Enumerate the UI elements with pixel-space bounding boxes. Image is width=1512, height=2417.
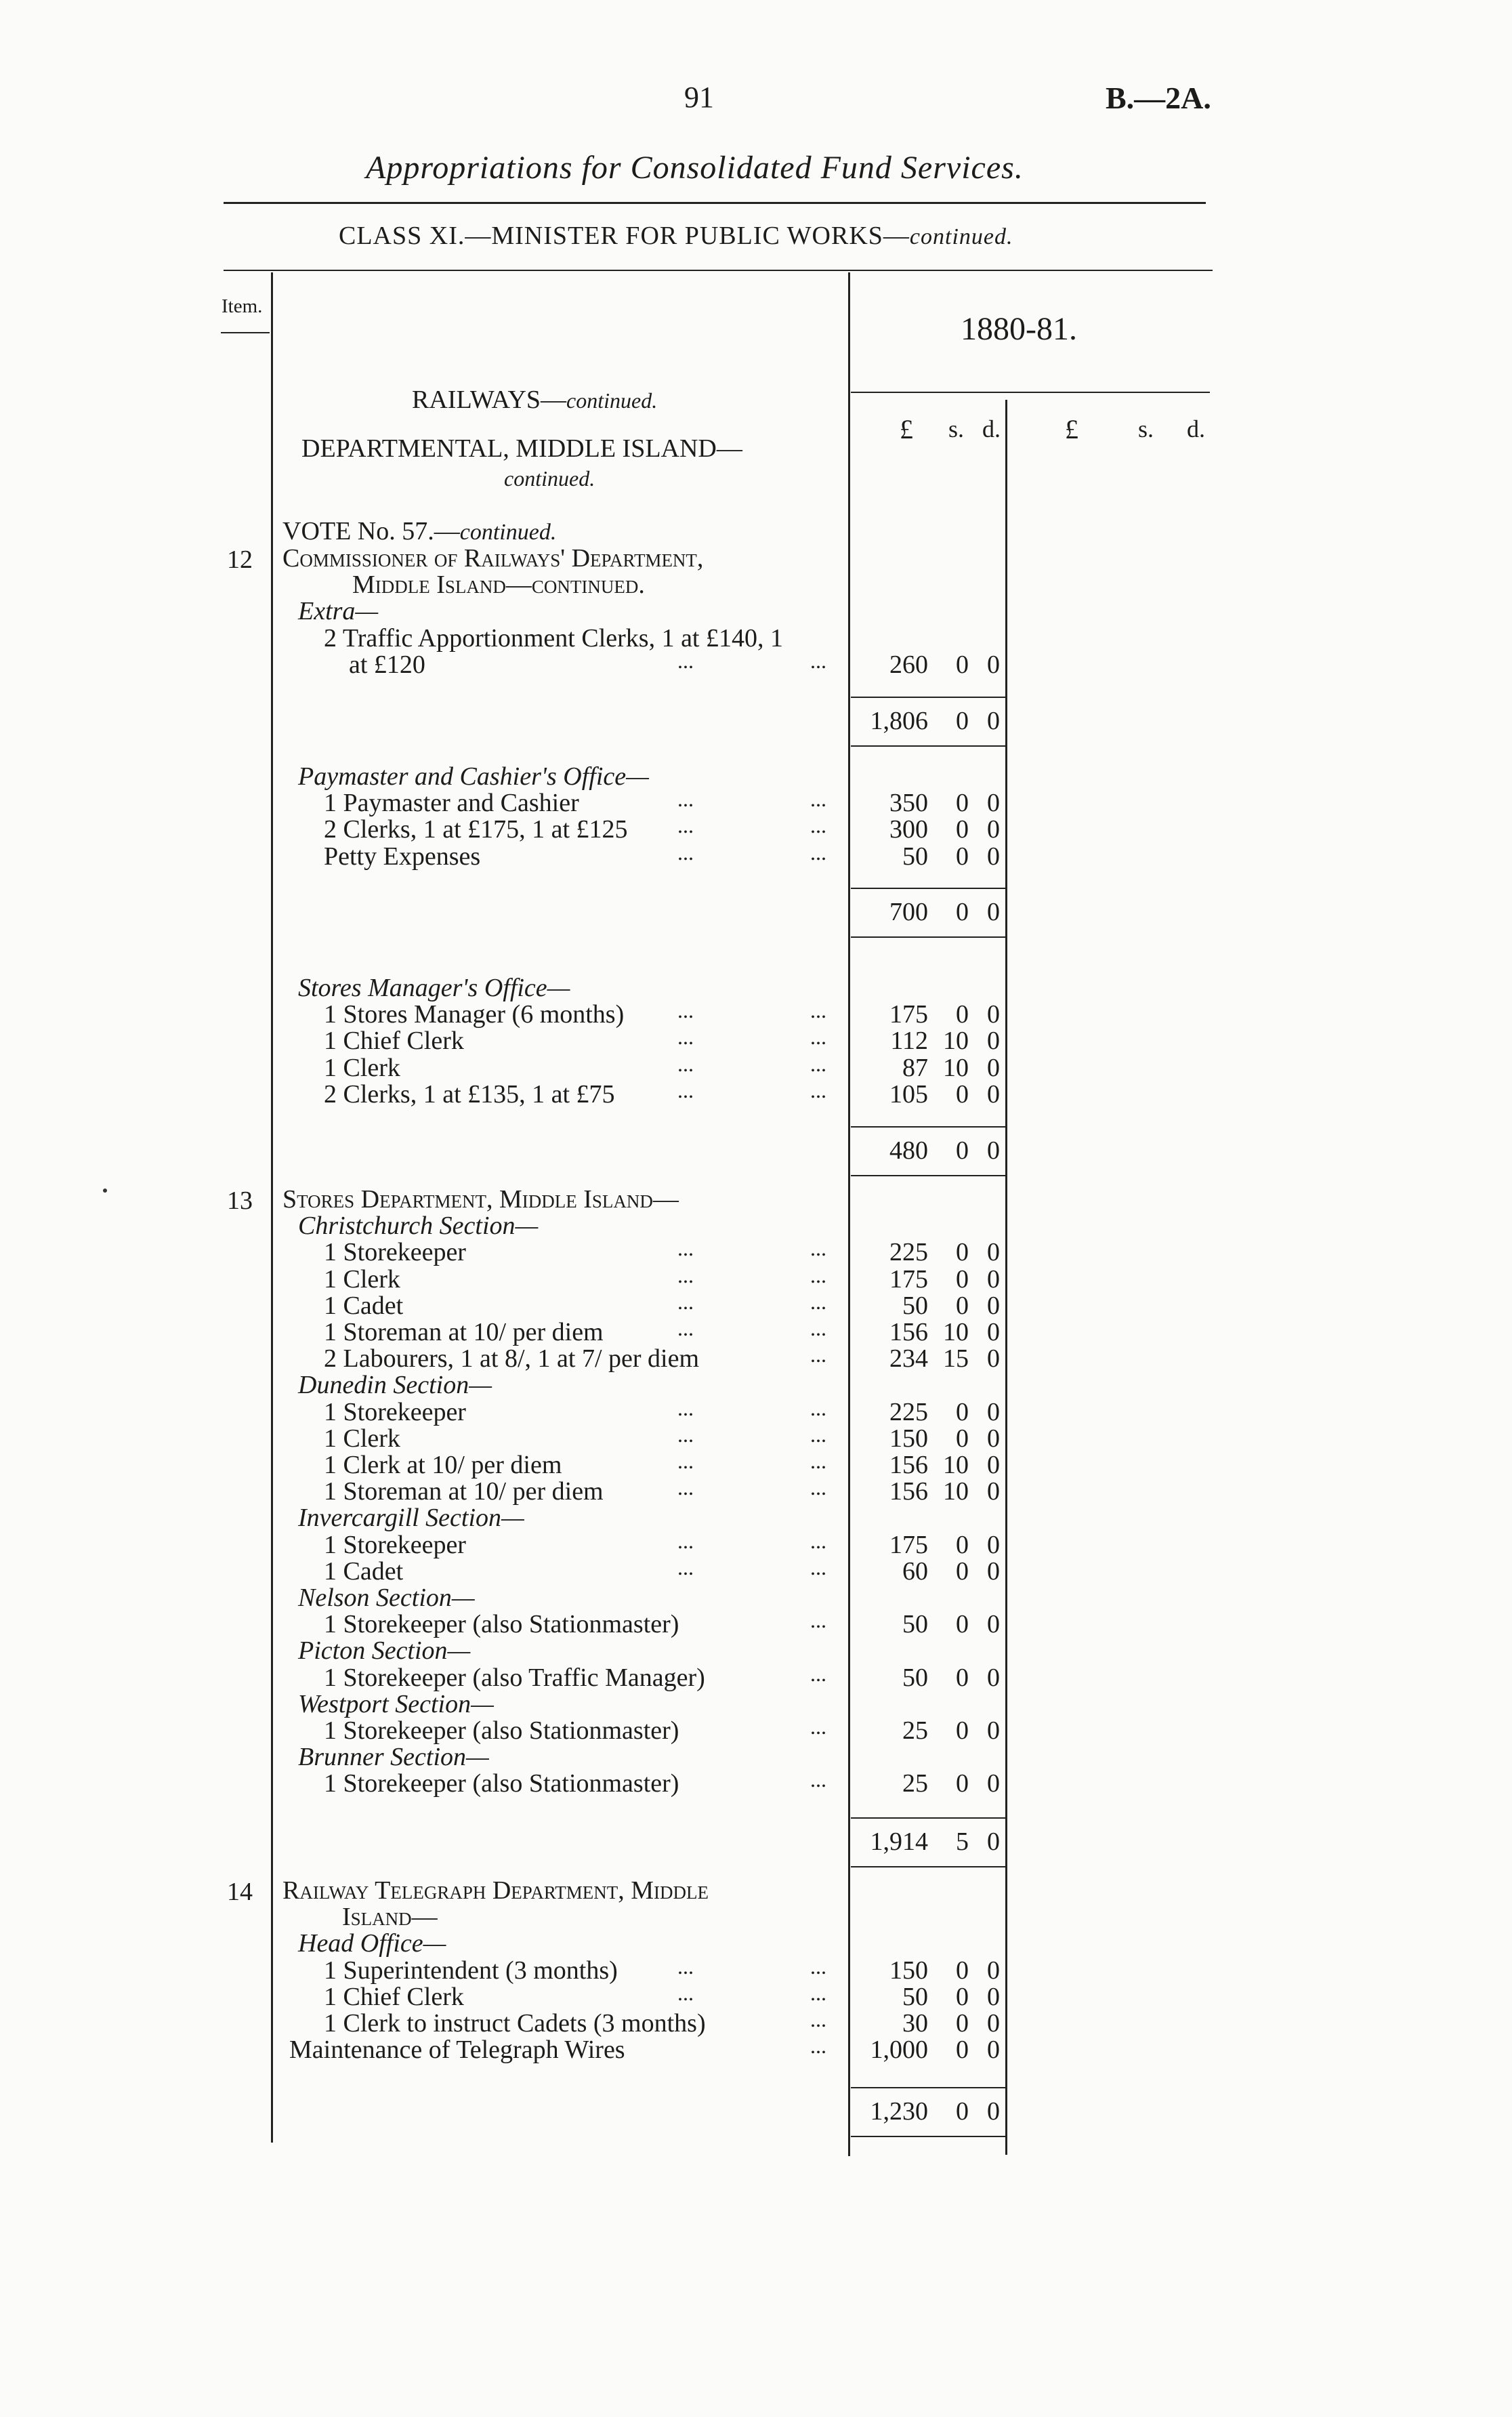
amount-shillings: 0 bbox=[956, 815, 969, 844]
leader-dots: ... bbox=[677, 787, 694, 812]
leader-dots: ... bbox=[810, 1422, 826, 1447]
amount-pounds: 150 bbox=[889, 1424, 928, 1453]
subtotal-rule-lower bbox=[851, 936, 1005, 938]
amount-column-rule-right bbox=[1005, 400, 1007, 2155]
amount-pence: 0 bbox=[987, 1610, 1000, 1639]
amount-pence: 0 bbox=[987, 1827, 1000, 1856]
leader-dots: ... bbox=[810, 2033, 826, 2059]
class-heading bbox=[339, 221, 1013, 251]
leader-dots: ... bbox=[810, 1236, 826, 1261]
amount-pence: 0 bbox=[987, 1530, 1000, 1559]
amount-pence: 0 bbox=[987, 1264, 1000, 1294]
leader-dots: ... bbox=[810, 1395, 826, 1420]
sub-heading: Invercargill Section— bbox=[298, 1504, 524, 1533]
leader-dots: ... bbox=[677, 813, 694, 838]
item-number: 14 bbox=[227, 1878, 253, 1906]
vote-heading-cont: continued. bbox=[459, 520, 557, 545]
sub-heading: Brunner Section— bbox=[298, 1743, 489, 1772]
amount-pence: 0 bbox=[987, 1424, 1000, 1453]
amount-shillings: 0 bbox=[956, 1716, 969, 1745]
amount-pence: 0 bbox=[987, 1451, 1000, 1479]
line-item-text: 1 Clerk bbox=[324, 1264, 400, 1294]
item-column-rule bbox=[271, 272, 273, 2143]
amount-pounds: 112 bbox=[890, 1027, 928, 1056]
amount-pence: 0 bbox=[987, 1053, 1000, 1082]
amount-pounds: 225 bbox=[889, 1397, 928, 1426]
subtotal-rule bbox=[851, 2087, 1005, 2088]
amount-pounds: 87 bbox=[902, 1053, 928, 1082]
leader-dots: ... bbox=[677, 1316, 694, 1340]
amount-pence: 0 bbox=[987, 1079, 1000, 1109]
amount-pence: 0 bbox=[987, 1000, 1000, 1029]
amount-pounds: 105 bbox=[889, 1079, 928, 1109]
amount-pounds: 1,914 bbox=[870, 1827, 928, 1856]
amount-pounds: 480 bbox=[889, 1136, 928, 1165]
class-heading-main: CLASS XI.—MINISTER FOR PUBLIC WORKS— bbox=[339, 222, 910, 250]
leader-dots: ... bbox=[810, 840, 826, 865]
amount-pence: 0 bbox=[987, 1556, 1000, 1586]
amount-shillings: 10 bbox=[943, 1451, 969, 1479]
railways-heading-cont: continued. bbox=[566, 388, 658, 413]
leader-dots: ... bbox=[810, 998, 826, 1023]
item-number: 12 bbox=[227, 545, 253, 574]
line-item-text: 1 Storekeeper bbox=[324, 1530, 466, 1559]
section-heading-cont: Island— bbox=[342, 1903, 438, 1932]
document-code: B.—2A. bbox=[1106, 81, 1211, 115]
amount-pence: 0 bbox=[987, 1238, 1000, 1267]
amount-shillings: 0 bbox=[956, 1291, 969, 1320]
amount-pounds: 30 bbox=[902, 2009, 928, 2038]
subtotal-rule bbox=[851, 697, 1005, 698]
amount-shillings: 0 bbox=[956, 1663, 969, 1692]
leader-dots: ... bbox=[810, 1077, 826, 1102]
amount-pounds: 60 bbox=[902, 1556, 928, 1586]
line-item-text: 1 Storekeeper bbox=[324, 1397, 466, 1426]
leader-dots: ... bbox=[677, 1025, 694, 1050]
leader-dots: ... bbox=[810, 813, 826, 838]
amount-pounds: 50 bbox=[902, 1291, 928, 1320]
amount-pounds: 150 bbox=[889, 1956, 928, 1985]
amount-shillings: 0 bbox=[956, 1424, 969, 1453]
section-heading: Commissioner of Railways' Department, bbox=[282, 544, 704, 573]
leader-dots: ... bbox=[810, 1342, 826, 1367]
amount-pounds: 175 bbox=[889, 1530, 928, 1559]
amount-shillings: 5 bbox=[956, 1827, 969, 1856]
amount-shillings: 0 bbox=[956, 1982, 969, 2011]
line-item-text: 2 Clerks, 1 at £175, 1 at £125 bbox=[324, 815, 628, 844]
amount-pence: 0 bbox=[987, 815, 1000, 844]
leader-dots: ... bbox=[677, 1051, 694, 1076]
amount-pence: 0 bbox=[987, 1344, 1000, 1373]
line-item-text: 2 Labourers, 1 at 8/, 1 at 7/ per diem bbox=[324, 1344, 700, 1373]
running-title: Appropriations for Consolidated Fund Services. bbox=[366, 150, 1024, 186]
line-item-text: 1 Chief Clerk bbox=[324, 1027, 464, 1056]
table-top-rule bbox=[224, 270, 1213, 271]
leader-dots: ... bbox=[677, 1475, 694, 1500]
sub-heading: Paymaster and Cashier's Office— bbox=[298, 762, 649, 791]
amount-shillings: 0 bbox=[956, 1000, 969, 1029]
leader-dots: ... bbox=[677, 1236, 694, 1261]
amount-shillings: 10 bbox=[943, 1318, 969, 1346]
leader-dots: ... bbox=[810, 1980, 826, 2005]
amount-pounds: 50 bbox=[902, 1982, 928, 2011]
page-speck bbox=[103, 1189, 107, 1193]
amount-shillings: 0 bbox=[956, 1956, 969, 1985]
sub-heading: Stores Manager's Office— bbox=[298, 974, 570, 1002]
line-item-text: 1 Clerk bbox=[324, 1424, 400, 1453]
amount-shillings: 0 bbox=[956, 898, 969, 926]
leader-dots: ... bbox=[677, 1262, 694, 1287]
subtotal-rule-lower bbox=[851, 2136, 1005, 2137]
leader-dots: ... bbox=[677, 648, 694, 673]
page-number: 91 bbox=[684, 81, 714, 114]
leader-dots: ... bbox=[677, 1954, 694, 1979]
amount-shillings: 0 bbox=[956, 2036, 969, 2065]
amount-shillings: 0 bbox=[956, 707, 969, 735]
amount-pence: 0 bbox=[987, 898, 1000, 926]
amount-pence: 0 bbox=[987, 1663, 1000, 1692]
subtotal-rule bbox=[851, 1126, 1005, 1128]
leader-dots: ... bbox=[677, 1554, 694, 1579]
amount-pence: 0 bbox=[987, 842, 1000, 871]
leader-dots: ... bbox=[677, 840, 694, 865]
amount-shillings: 0 bbox=[956, 1530, 969, 1559]
amount-pence: 0 bbox=[987, 1769, 1000, 1798]
amount-pence: 0 bbox=[987, 1136, 1000, 1165]
amount-pence: 0 bbox=[987, 789, 1000, 818]
leader-dots: ... bbox=[810, 1289, 826, 1314]
amount-pence: 0 bbox=[987, 1477, 1000, 1506]
sub-heading: Dunedin Section— bbox=[298, 1371, 492, 1400]
leader-dots: ... bbox=[810, 1262, 826, 1287]
shilling-header: s. bbox=[948, 415, 965, 442]
amount-pounds: 1,230 bbox=[870, 2097, 928, 2126]
amount-shillings: 0 bbox=[956, 789, 969, 818]
leader-dots: ... bbox=[677, 1289, 694, 1314]
amount-shillings: 0 bbox=[956, 2009, 969, 2038]
leader-dots: ... bbox=[677, 1449, 694, 1473]
amount-pounds: 1,000 bbox=[870, 2036, 928, 2065]
amount-shillings: 0 bbox=[956, 650, 969, 679]
leader-dots: ... bbox=[810, 1449, 826, 1473]
sub-heading: Westport Section— bbox=[298, 1689, 494, 1718]
amount-pounds: 300 bbox=[889, 815, 928, 844]
sub-heading: Head Office— bbox=[298, 1929, 446, 1958]
amount-pence: 0 bbox=[987, 1291, 1000, 1320]
amount-shillings: 15 bbox=[943, 1344, 969, 1373]
line-item-text: Petty Expenses bbox=[324, 842, 481, 871]
amount-pence: 0 bbox=[987, 1956, 1000, 1985]
sub-heading: Christchurch Section— bbox=[298, 1212, 539, 1241]
amount-pounds: 1,806 bbox=[870, 707, 928, 735]
amount-column-rule-left bbox=[848, 272, 850, 2156]
line-item-text: 1 Storekeeper (also Stationmaster) bbox=[324, 1716, 679, 1745]
subtotal-rule-lower bbox=[851, 745, 1005, 747]
amount-pounds: 260 bbox=[889, 650, 928, 679]
leader-dots: ... bbox=[677, 1528, 694, 1553]
line-item-text: 1 Paymaster and Cashier bbox=[324, 789, 579, 818]
title-rule bbox=[224, 202, 1206, 204]
line-item-text: 1 Storeman at 10/ per diem bbox=[324, 1477, 604, 1506]
subtotal-rule-lower bbox=[851, 1866, 1005, 1867]
item-header-rule bbox=[221, 332, 270, 333]
leader-dots: ... bbox=[810, 1475, 826, 1500]
amount-pence: 0 bbox=[987, 2097, 1000, 2126]
line-item-text: 1 Storeman at 10/ per diem bbox=[324, 1318, 604, 1346]
pound-header-2: £ bbox=[1065, 414, 1078, 445]
amount-shillings: 0 bbox=[956, 1397, 969, 1426]
pence-header-2: d. bbox=[1187, 415, 1205, 442]
subtotal-rule bbox=[851, 888, 1005, 889]
amount-pence: 0 bbox=[987, 1982, 1000, 2011]
year-header-rule bbox=[851, 392, 1210, 393]
leader-dots: ... bbox=[677, 1395, 694, 1420]
leader-dots: ... bbox=[810, 2007, 826, 2031]
vote-heading bbox=[282, 516, 556, 546]
item-column-header: Item. bbox=[222, 295, 263, 317]
leader-dots: ... bbox=[810, 1714, 826, 1739]
class-heading-cont: continued. bbox=[909, 224, 1013, 249]
leader-dots: ... bbox=[810, 1051, 826, 1076]
amount-shillings: 0 bbox=[956, 1136, 969, 1165]
line-item-text: 2 Traffic Apportionment Clerks, 1 at £140, 1 bbox=[324, 623, 783, 653]
line-item-text: Maintenance of Telegraph Wires bbox=[289, 2036, 625, 2065]
leader-dots: ... bbox=[810, 1767, 826, 1792]
amount-pounds: 175 bbox=[889, 1000, 928, 1029]
amount-pounds: 50 bbox=[902, 842, 928, 871]
leader-dots: ... bbox=[810, 1608, 826, 1633]
amount-pence: 0 bbox=[987, 2009, 1000, 2038]
amount-shillings: 10 bbox=[943, 1477, 969, 1506]
leader-dots: ... bbox=[810, 1316, 826, 1340]
amount-pounds: 225 bbox=[889, 1238, 928, 1267]
amount-shillings: 10 bbox=[943, 1053, 969, 1082]
leader-dots: ... bbox=[677, 1980, 694, 2005]
amount-pence: 0 bbox=[987, 2036, 1000, 2065]
leader-dots: ... bbox=[810, 1528, 826, 1553]
line-item-text-cont: at £120 bbox=[349, 650, 425, 679]
pound-header: £ bbox=[900, 414, 913, 445]
amount-pence: 0 bbox=[987, 1318, 1000, 1346]
amount-pounds: 700 bbox=[889, 898, 928, 926]
amount-shillings: 0 bbox=[956, 1079, 969, 1109]
amount-pounds: 350 bbox=[889, 789, 928, 818]
amount-shillings: 0 bbox=[956, 1769, 969, 1798]
leader-dots: ... bbox=[810, 1025, 826, 1050]
amount-pounds: 175 bbox=[889, 1264, 928, 1294]
leader-dots: ... bbox=[810, 787, 826, 812]
amount-pounds: 156 bbox=[889, 1318, 928, 1346]
leader-dots: ... bbox=[810, 1661, 826, 1686]
amount-pounds: 156 bbox=[889, 1451, 928, 1479]
sub-heading: Extra— bbox=[298, 597, 379, 626]
section-heading: Railway Telegraph Department, Middle bbox=[282, 1876, 709, 1905]
leader-dots: ... bbox=[810, 648, 826, 673]
line-item-text: 1 Cadet bbox=[324, 1291, 404, 1320]
amount-pounds: 50 bbox=[902, 1663, 928, 1692]
amount-pence: 0 bbox=[987, 1716, 1000, 1745]
railways-heading bbox=[412, 385, 657, 415]
pence-header: d. bbox=[982, 415, 1001, 442]
amount-pence: 0 bbox=[987, 1397, 1000, 1426]
line-item-text: 1 Chief Clerk bbox=[324, 1982, 464, 2011]
amount-shillings: 0 bbox=[956, 1264, 969, 1294]
line-item-text: 1 Storekeeper bbox=[324, 1238, 466, 1267]
leader-dots: ... bbox=[677, 1422, 694, 1447]
amount-shillings: 0 bbox=[956, 1556, 969, 1586]
line-item-text: 1 Storekeeper (also Stationmaster) bbox=[324, 1610, 679, 1639]
amount-shillings: 10 bbox=[943, 1027, 969, 1056]
railways-heading-main: RAILWAYS— bbox=[412, 386, 567, 414]
shilling-header-2: s. bbox=[1138, 415, 1154, 442]
line-item-text: 1 Superintendent (3 months) bbox=[324, 1956, 618, 1985]
amount-pence: 0 bbox=[987, 707, 1000, 735]
amount-shillings: 0 bbox=[956, 1238, 969, 1267]
line-item-text: 1 Clerk bbox=[324, 1053, 400, 1082]
section-heading: Stores Department, Middle Island— bbox=[282, 1185, 679, 1214]
amount-pounds: 234 bbox=[889, 1344, 928, 1373]
amount-pence: 0 bbox=[987, 650, 1000, 679]
line-item-text: 1 Stores Manager (6 months) bbox=[324, 1000, 625, 1029]
line-item-text: 1 Storekeeper (also Stationmaster) bbox=[324, 1769, 679, 1798]
section-heading-cont: Middle Island—continued. bbox=[352, 571, 645, 600]
amount-pence: 0 bbox=[987, 1027, 1000, 1056]
subtotal-rule-lower bbox=[851, 1175, 1005, 1176]
line-item-text: 1 Clerk at 10/ per diem bbox=[324, 1451, 562, 1479]
amount-shillings: 0 bbox=[956, 842, 969, 871]
line-item-text: 1 Storekeeper (also Traffic Manager) bbox=[324, 1663, 705, 1692]
amount-shillings: 0 bbox=[956, 2097, 969, 2126]
amount-pounds: 25 bbox=[902, 1769, 928, 1798]
item-number: 13 bbox=[227, 1186, 253, 1215]
leader-dots: ... bbox=[810, 1554, 826, 1579]
sub-heading: Picton Section— bbox=[298, 1636, 471, 1666]
departmental-heading: DEPARTMENTAL, MIDDLE ISLAND— bbox=[301, 434, 742, 463]
subtotal-rule bbox=[851, 1817, 1005, 1819]
leader-dots: ... bbox=[677, 998, 694, 1023]
departmental-heading-cont: continued. bbox=[504, 466, 595, 491]
leader-dots: ... bbox=[810, 1954, 826, 1979]
year-column-header: 1880-81. bbox=[961, 311, 1077, 347]
vote-heading-main: VOTE No. 57.— bbox=[282, 517, 460, 545]
leader-dots: ... bbox=[677, 1077, 694, 1102]
line-item-text: 2 Clerks, 1 at £135, 1 at £75 bbox=[324, 1079, 615, 1109]
line-item-text: 1 Cadet bbox=[324, 1556, 404, 1586]
sub-heading: Nelson Section— bbox=[298, 1584, 475, 1612]
amount-shillings: 0 bbox=[956, 1610, 969, 1639]
line-item-text: 1 Clerk to instruct Cadets (3 months) bbox=[324, 2009, 706, 2038]
amount-pounds: 50 bbox=[902, 1610, 928, 1639]
amount-pounds: 25 bbox=[902, 1716, 928, 1745]
amount-pounds: 156 bbox=[889, 1477, 928, 1506]
